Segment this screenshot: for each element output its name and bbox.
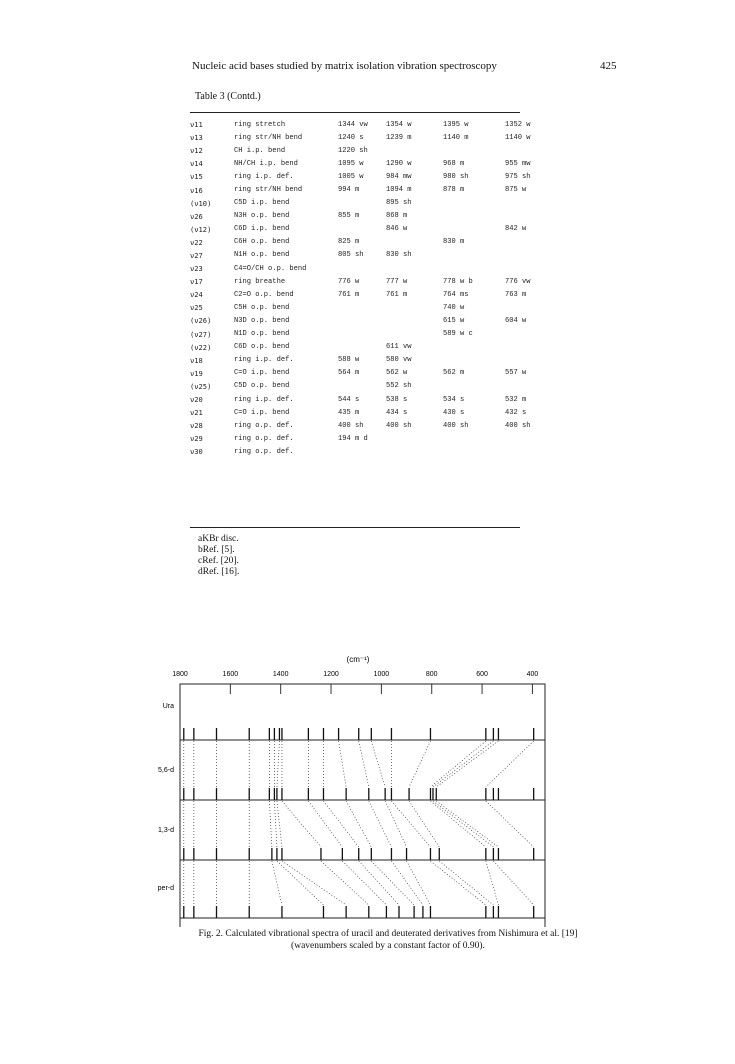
table-cell-c4: 1140 w [505, 133, 531, 142]
table-cell-mode: ν29 [190, 434, 203, 444]
table-cell-c2 [386, 301, 443, 314]
table-cell-c3 [443, 380, 505, 393]
table-caption: Table 3 (Contd.) [195, 91, 261, 102]
tick-label: 1200 [323, 671, 339, 678]
table-cell-mode: ν20 [190, 395, 203, 405]
table-cell-mode: ν18 [190, 355, 203, 365]
table-cell-c2: 868 m [386, 212, 408, 221]
correlation-line [391, 801, 430, 847]
footnote: cRef. [20]. [198, 556, 239, 566]
table-row [190, 288, 555, 301]
correlation-line [486, 801, 534, 847]
table-cell-c2 [386, 328, 443, 341]
table-cell-desc: C6H o.p. bend [234, 238, 290, 247]
table-cell-c4 [505, 328, 555, 341]
correlation-line [323, 801, 358, 847]
table-cell-c4: 842 w [505, 225, 527, 234]
table-cell-c1 [338, 301, 386, 314]
table-row [190, 262, 555, 275]
correlation-line [409, 801, 439, 847]
table-cell-c1: 544 s [338, 395, 360, 404]
table-row [190, 144, 555, 157]
table-cell-desc: ring i.p. def. [234, 172, 294, 181]
table-cell-c4: 532 m [505, 395, 527, 404]
table-row [190, 210, 555, 223]
table-cell-mode: ν26 [190, 211, 203, 221]
table-cell-c2: 830 sh [386, 251, 412, 260]
table-row [190, 419, 555, 432]
correlation-line [277, 861, 324, 905]
table-cell-c3 [443, 197, 505, 210]
table-cell-mode: ν12 [190, 146, 203, 156]
table-row [190, 197, 555, 210]
table-cell-c1: 1220 sh [338, 146, 368, 155]
table-cell-mode: ν15 [190, 172, 203, 182]
panel-label: Ura [162, 703, 174, 710]
table-cell-mode: ν19 [190, 368, 203, 378]
table-cell-c4 [505, 144, 555, 157]
table-cell-c3 [443, 341, 505, 354]
table-row [190, 157, 555, 170]
table-cell-mode: ν27 [190, 250, 203, 260]
table-row [190, 380, 555, 393]
table-cell-c1 [338, 341, 386, 354]
correlation-line [272, 861, 282, 905]
correlation-line [308, 801, 342, 847]
table-cell-c1: 761 m [338, 290, 360, 299]
table-cell-c2: 552 sh [386, 382, 412, 391]
table-cell-c2: 984 mw [386, 172, 412, 181]
table-row [190, 393, 555, 406]
table-cell-desc: ring stretch [234, 120, 286, 129]
table-row [190, 406, 555, 419]
table-cell-c1 [338, 328, 386, 341]
table-cell-desc: C6D i.p. bend [234, 225, 290, 234]
table-row [190, 314, 555, 327]
table-cell-c2: 895 sh [386, 199, 412, 208]
table-row [190, 328, 555, 341]
table-cell-mode: ν25 [190, 303, 203, 313]
table-cell-desc: N1D o.p. bend [234, 330, 290, 339]
footnote: bRef. [5]. [198, 545, 235, 555]
table-cell-c1: 805 sh [338, 251, 364, 260]
table-row [190, 341, 555, 354]
table-cell-mode: ν23 [190, 264, 203, 274]
figure-caption-line1: Fig. 2. Calculated vibrational spectra of uracil and deuterated derivatives from Nishimura et al. [19] [198, 929, 578, 939]
table-cell-c1: 435 m [338, 408, 360, 417]
table-cell-mode: ν17 [190, 277, 203, 287]
table-cell-desc: C5D o.p. bend [234, 382, 290, 391]
tick-label: 400 [526, 671, 539, 678]
table-cell-c4 [505, 341, 555, 354]
correlation-line [436, 741, 498, 787]
table-cell-mode: (ν12) [190, 224, 212, 234]
table-bottom-rule [190, 527, 520, 528]
table-cell-c1: 564 m [338, 369, 360, 378]
table-cell-c3: 400 sh [443, 421, 469, 430]
table-cell-c2 [386, 144, 443, 157]
table-cell-c4: 975 sh [505, 172, 531, 181]
table-cell-c4: 875 w [505, 186, 527, 195]
table-cell-c1: 1344 vw [338, 120, 368, 129]
table-cell-c3: 968 m [443, 159, 465, 168]
tick-label: 1000 [373, 671, 390, 678]
correlation-line [359, 741, 369, 787]
correlation-line [342, 861, 386, 905]
table-cell-c1: 194 m d [338, 434, 368, 443]
table-cell-mode: (ν27) [190, 329, 212, 339]
table-footnotes [198, 534, 239, 578]
table-row [190, 275, 555, 288]
table-cell-c3: 878 m [443, 186, 465, 195]
table-cell-c3 [443, 445, 505, 458]
table-cell-c2: 434 s [386, 408, 408, 417]
correlation-line [269, 801, 272, 847]
table-cell-c2 [386, 314, 443, 327]
table-cell-mode: (ν25) [190, 381, 212, 391]
correlation-line [407, 861, 431, 905]
correlation-line [321, 861, 369, 905]
table-cell-desc: ring breathe [234, 277, 286, 286]
correlation-line [433, 801, 493, 847]
correlation-line [430, 741, 485, 787]
table-cell-c3: 1140 m [443, 133, 469, 142]
table-cell-mode: ν11 [190, 120, 203, 130]
table-cell-c2: 562 w [386, 369, 408, 378]
tick-label: 600 [476, 671, 488, 678]
table-cell-mode: (ν26) [190, 316, 212, 326]
table-cell-desc: C6D o.p. bend [234, 343, 290, 352]
correlation-line [430, 861, 485, 905]
table-row [190, 367, 555, 380]
tick-label: 800 [425, 671, 438, 678]
table-cell-desc: C=O i.p. bend [234, 369, 290, 378]
table-row [190, 432, 555, 445]
panel-label: per-d [157, 885, 174, 892]
table-cell-c4 [505, 380, 555, 393]
table-cell-c1: 825 m [338, 238, 360, 247]
table-cell-c2 [386, 445, 443, 458]
table-cell-c2 [386, 236, 443, 249]
table-cell-c2: 538 s [386, 395, 408, 404]
table-cell-desc: N3H o.p. bend [234, 212, 290, 221]
correlation-line [436, 801, 498, 847]
table-cell-desc: C4=O/CH o.p. bend [234, 264, 307, 273]
figure-caption [178, 928, 598, 952]
correlation-line [277, 741, 280, 787]
table-cell-c1: 1005 w [338, 172, 364, 181]
table-row [190, 445, 555, 458]
running-title: Nucleic acid bases studied by matrix isolation vibration spectroscopy [192, 60, 497, 72]
tick-label: 1600 [222, 671, 239, 678]
table-cell-desc: C5D i.p. bend [234, 199, 290, 208]
table-cell-c1: 588 w [338, 356, 360, 365]
table-row [190, 236, 555, 249]
table-cell-c2: 580 vw [386, 356, 412, 365]
table-cell-c4: 557 w [505, 369, 527, 378]
correlation-line [339, 741, 347, 787]
table-cell-c2: 400 sh [386, 421, 412, 430]
correlation-line [486, 741, 534, 787]
correlation-line [371, 861, 414, 905]
table-cell-c1: 1240 s [338, 133, 364, 142]
table-cell-c4: 955 mw [505, 159, 531, 168]
table-cell-c3 [443, 262, 505, 275]
table-cell-c3: 589 w c [443, 330, 473, 339]
table-top-rule [190, 112, 520, 113]
tick-label: 1800 [172, 671, 188, 678]
table-cell-c1 [338, 223, 386, 236]
table-cell-mode: ν21 [190, 408, 203, 418]
table-cell-mode: ν30 [190, 447, 203, 457]
table-cell-c2: 777 w [386, 277, 408, 286]
correlation-line [409, 741, 430, 787]
table-cell-c4 [505, 236, 555, 249]
table-cell-desc: CH i.p. bend [234, 146, 286, 155]
table-cell-c1 [338, 262, 386, 275]
table-cell-c3: 830 m [443, 238, 465, 247]
table-cell-c3: 778 w b [443, 277, 473, 286]
correlation-line [346, 801, 371, 847]
panel-label: 1,3-d [158, 827, 174, 834]
table-cell-mode: (ν22) [190, 342, 212, 352]
correlation-line [282, 861, 346, 905]
table-cell-c1 [338, 380, 386, 393]
table-cell-c3: 980 sh [443, 172, 469, 181]
correlation-line [433, 741, 493, 787]
table-cell-c3: 740 w [443, 303, 465, 312]
table-cell-c3 [443, 144, 505, 157]
table-cell-desc: ring str/NH bend [234, 133, 303, 142]
page-number: 425 [600, 60, 617, 72]
panel-label: 5,6-d [158, 767, 174, 774]
table-cell-desc: C=O i.p. bend [234, 408, 290, 417]
table-cell-c2: 1290 w [386, 159, 412, 168]
table-cell-mode: (ν10) [190, 198, 212, 208]
table-cell-c1 [338, 445, 386, 458]
table-cell-desc: ring o.p. def. [234, 421, 294, 430]
correlation-line [493, 861, 533, 905]
table-cell-c2 [386, 262, 443, 275]
table-cell-c3 [443, 432, 505, 445]
table-cell-c2: 1239 m [386, 133, 412, 142]
table-cell-c1: 1095 w [338, 159, 364, 168]
table-cell-mode: ν22 [190, 237, 203, 247]
table-cell-c4: 1352 w [505, 120, 531, 129]
correlation-line [486, 861, 499, 905]
correlation-line [274, 801, 277, 847]
table-row [190, 118, 555, 131]
table-cell-mode: ν14 [190, 159, 203, 169]
table-cell-desc: C5H o.p. bend [234, 303, 290, 312]
table-cell-c4 [505, 432, 555, 445]
table-cell-desc: ring str/NH bend [234, 186, 303, 195]
correlation-line [439, 861, 493, 905]
spectra-figure [150, 652, 580, 932]
table-cell-c4 [505, 354, 555, 367]
table-cell-c1 [338, 197, 386, 210]
table-cell-c1: 776 w [338, 277, 360, 286]
table-cell-c4 [505, 197, 555, 210]
table-cell-c4 [505, 249, 555, 262]
footnote: dRef. [16]. [198, 567, 240, 577]
table-row [190, 354, 555, 367]
table-cell-c2 [386, 432, 443, 445]
axis-unit-label: (cm⁻¹) [346, 655, 370, 664]
tick-label: 1400 [272, 671, 289, 678]
table-cell-c4: 763 m [505, 290, 527, 299]
table-cell-desc: ring i.p. def. [234, 356, 294, 365]
correlation-line [282, 801, 321, 847]
table-cell-c3 [443, 249, 505, 262]
table-cell-desc: C2=O o.p. bend [234, 290, 294, 299]
correlation-line [277, 801, 282, 847]
table-cell-mode: ν24 [190, 290, 203, 300]
table-cell-mode: ν16 [190, 185, 203, 195]
table-cell-desc: NH/CH i.p. bend [234, 159, 298, 168]
table-cell-c1: 994 m [338, 186, 360, 195]
table-cell-c1 [338, 314, 386, 327]
table-cell-c2: 1094 m [386, 186, 412, 195]
table-row [190, 223, 555, 236]
table-cell-c1: 400 sh [338, 421, 364, 430]
table-cell-c4: 604 w [505, 316, 527, 325]
table-cell-c2: 611 vw [386, 343, 412, 352]
footnote: aKBr disc. [198, 534, 239, 544]
table-cell-desc: ring o.p. def. [234, 434, 294, 443]
table-cell-c4: 400 sh [505, 421, 531, 430]
table-row [190, 249, 555, 262]
table-cell-mode: ν13 [190, 133, 203, 143]
correlation-line [369, 801, 392, 847]
table-cell-c2: 846 w [386, 225, 408, 234]
table-cell-c3: 534 s [443, 395, 465, 404]
spectra-chart [150, 652, 580, 927]
table-cell-c4 [505, 262, 555, 275]
table-cell-desc: ring i.p. def. [234, 395, 294, 404]
vibration-table [190, 118, 555, 458]
table-cell-c3: 764 ms [443, 290, 469, 299]
table-cell-mode: ν28 [190, 421, 203, 431]
table-cell-c3: 615 w [443, 316, 465, 325]
table-row [190, 183, 555, 196]
table-cell-desc: ring o.p. def. [234, 447, 294, 456]
table-cell-c3 [443, 223, 505, 236]
table-cell-c3 [443, 210, 505, 223]
figure-caption-line2: (wavenumbers scaled by a constant factor of 0.90). [291, 941, 485, 951]
table-cell-c3: 1395 w [443, 120, 469, 129]
table-cell-c2: 761 m [386, 290, 408, 299]
table-row [190, 301, 555, 314]
table-row [190, 170, 555, 183]
table-cell-c4 [505, 445, 555, 458]
correlation-line [385, 801, 406, 847]
table-cell-desc: N1H o.p. bend [234, 251, 290, 260]
table-cell-c3: 562 m [443, 369, 465, 378]
table-cell-c4 [505, 210, 555, 223]
table-cell-desc: N3D o.p. bend [234, 316, 290, 325]
table-cell-c1: 855 m [338, 212, 360, 221]
table-cell-c2: 1354 w [386, 120, 412, 129]
table-cell-c3 [443, 354, 505, 367]
table-cell-c4: 776 vw [505, 277, 531, 286]
correlation-line [371, 741, 385, 787]
correlation-line [430, 801, 485, 847]
table-cell-c4: 432 s [505, 408, 527, 417]
table-row [190, 131, 555, 144]
table-cell-c4 [505, 301, 555, 314]
table-cell-c3: 430 s [443, 408, 465, 417]
